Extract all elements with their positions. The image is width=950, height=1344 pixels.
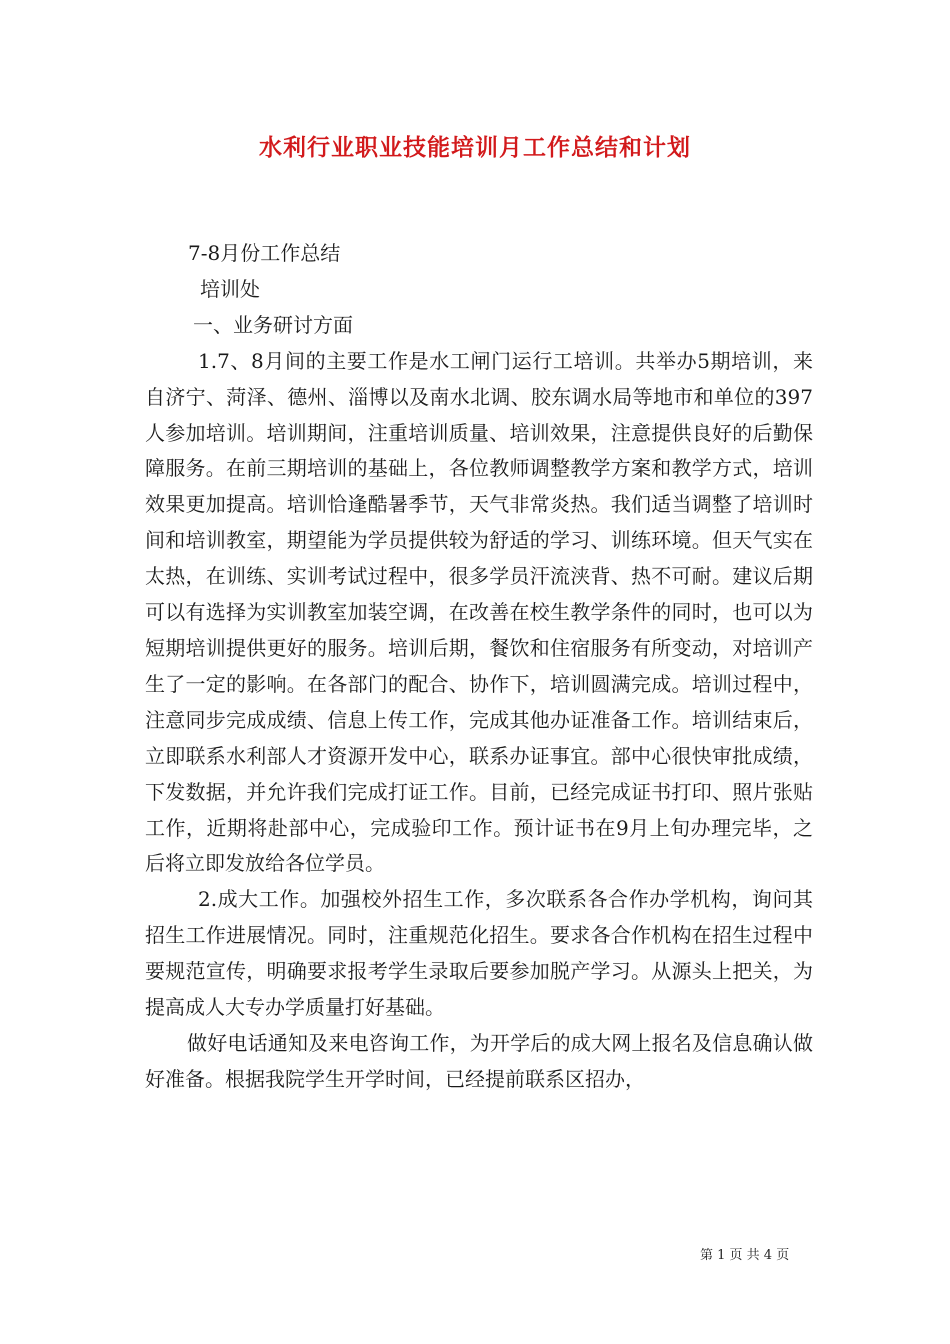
document-body <box>145 236 813 1098</box>
summary-heading: 7-8月份工作总结 <box>188 241 341 265</box>
page-number: 第 1 页 共 4 页 <box>700 1248 790 1263</box>
body-paragraph-2: 2.成大工作。加强校外招生工作，多次联系各合作办学机构，询问其招生工作进展情况。同时，注重规范化招生。要求各合作机构在招生过程中要规范宣传，明确要求报考学生录取后要参加脱产学习。从源头上把关，为提高成人大专办学质量打好基础。 <box>145 887 813 1020</box>
body-paragraph-1: 1.7、8月间的主要工作是水工闸门运行工培训。共举办5期培训，来自济宁、菏泽、德州、淄博以及南水北调、胶东调水局等地市和单位的397人参加培训。培训期间，注重培训质量、培训效果，注意提供良好的后勤保障服务。在前三期培训的基础上，各位教师调整教学方案和教学方式，培训效果更加提高。培训恰逢酷暑季节，天气非常炎热。我们适当调整了培训时间和培训教室，期望能为学员提供较为舒适的学习、训练环境。但天气实在太热，在训练、实训考试过程中，很多学员汗流浃背、热不可耐。建议后期可以有选择为实训教室加装空调，在改善在校生教学条件的同时，也可以为短期培训提供更好的服务。培训后期，餐饮和住宿服务有所变动，对培训产生了一定的影响。在各部门的配合、协作下，培训圆满完成。培训过程中，注意同步完成成绩、信息上传工作，完成其他办证准备工作。培训结束后，立即联系水利部人才资源开发中心，联系办证事宜。部中心很快审批成绩，下发数据，并允许我们完成打证工作。目前，已经完成证书打印、照片张贴工作，近期将赴部中心，完成验印工作。预计证书在9月上旬办理完毕，之后将立即发放给各位学员。 <box>145 348 813 876</box>
department-label: 培训处 <box>200 276 260 301</box>
section-heading: 一、业务研讨方面 <box>193 312 353 337</box>
body-paragraph-3: 做好电话通知及来电咨询工作，为开学后的成大网上报名及信息确认做好准备。根据我院学生开学时间，已经提前联系区招办， <box>145 1030 813 1091</box>
document-title: 水利行业职业技能培训月工作总结和计划 <box>259 135 691 161</box>
